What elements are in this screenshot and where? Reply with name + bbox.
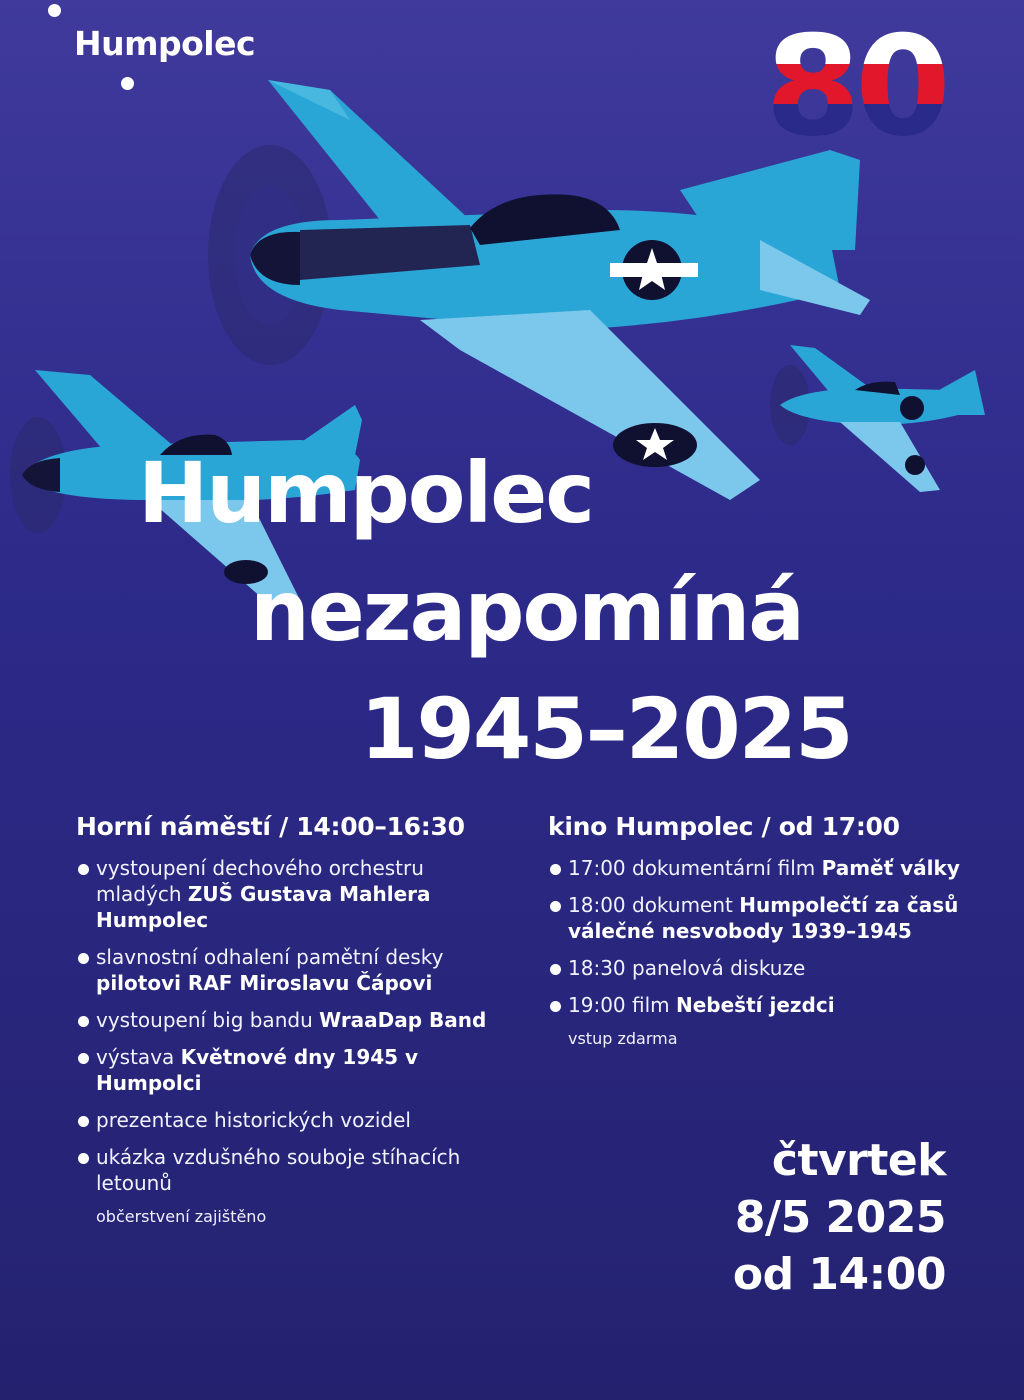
headline-line-1: Humpolec: [138, 444, 594, 542]
list-item: 18:30 panelová diskuze: [548, 955, 968, 981]
event-date-value: 8/5 2025: [734, 1192, 946, 1243]
plane-right: [770, 345, 985, 492]
program-cinema: [548, 812, 968, 1048]
list-item: 19:00 film Nebeští jezdci: [548, 992, 968, 1018]
list-item: výstava Květnové dny 1945 v Humpolci: [76, 1044, 506, 1096]
event-day: čtvrtek: [771, 1135, 946, 1186]
list-item: vystoupení big bandu WraaDap Band: [76, 1007, 506, 1033]
brand-logo: Humpolec: [74, 24, 256, 63]
list-item: ukázka vzdušného souboje stíhacích letounů: [76, 1144, 506, 1196]
event-date: [733, 1132, 946, 1303]
list-item: slavnostní odhalení pamětní desky pilotovi RAF Miroslavu Čápovi: [76, 944, 506, 996]
plane-large: [208, 80, 870, 500]
cinema-list: [548, 855, 968, 1018]
refreshment-note: občerstvení zajištěno: [96, 1207, 267, 1226]
list-item: vystoupení dechového orchestru mladých ZUŠ Gustava Mahlera Humpolec: [76, 855, 506, 933]
cinema-heading: kino Humpolec / od 17:00: [548, 812, 900, 841]
list-item: prezentace historických vozidel: [76, 1107, 506, 1133]
free-entry-note: vstup zdarma: [568, 1029, 678, 1048]
program-square: [76, 812, 506, 1226]
list-item: 17:00 dokumentární film Paměť války: [548, 855, 968, 881]
headline-line-3: 1945–2025: [360, 680, 852, 778]
decor-dot-top: [48, 4, 61, 17]
square-heading: Horní náměstí / 14:00–16:30: [76, 812, 465, 841]
square-list: [76, 855, 506, 1196]
event-time: od 14:00: [732, 1249, 946, 1300]
headline-line-2: nezapomíná: [250, 562, 803, 660]
list-item: 18:00 dokument Humpolečtí za časů válečné nesvobody 1939–1945: [548, 892, 968, 944]
